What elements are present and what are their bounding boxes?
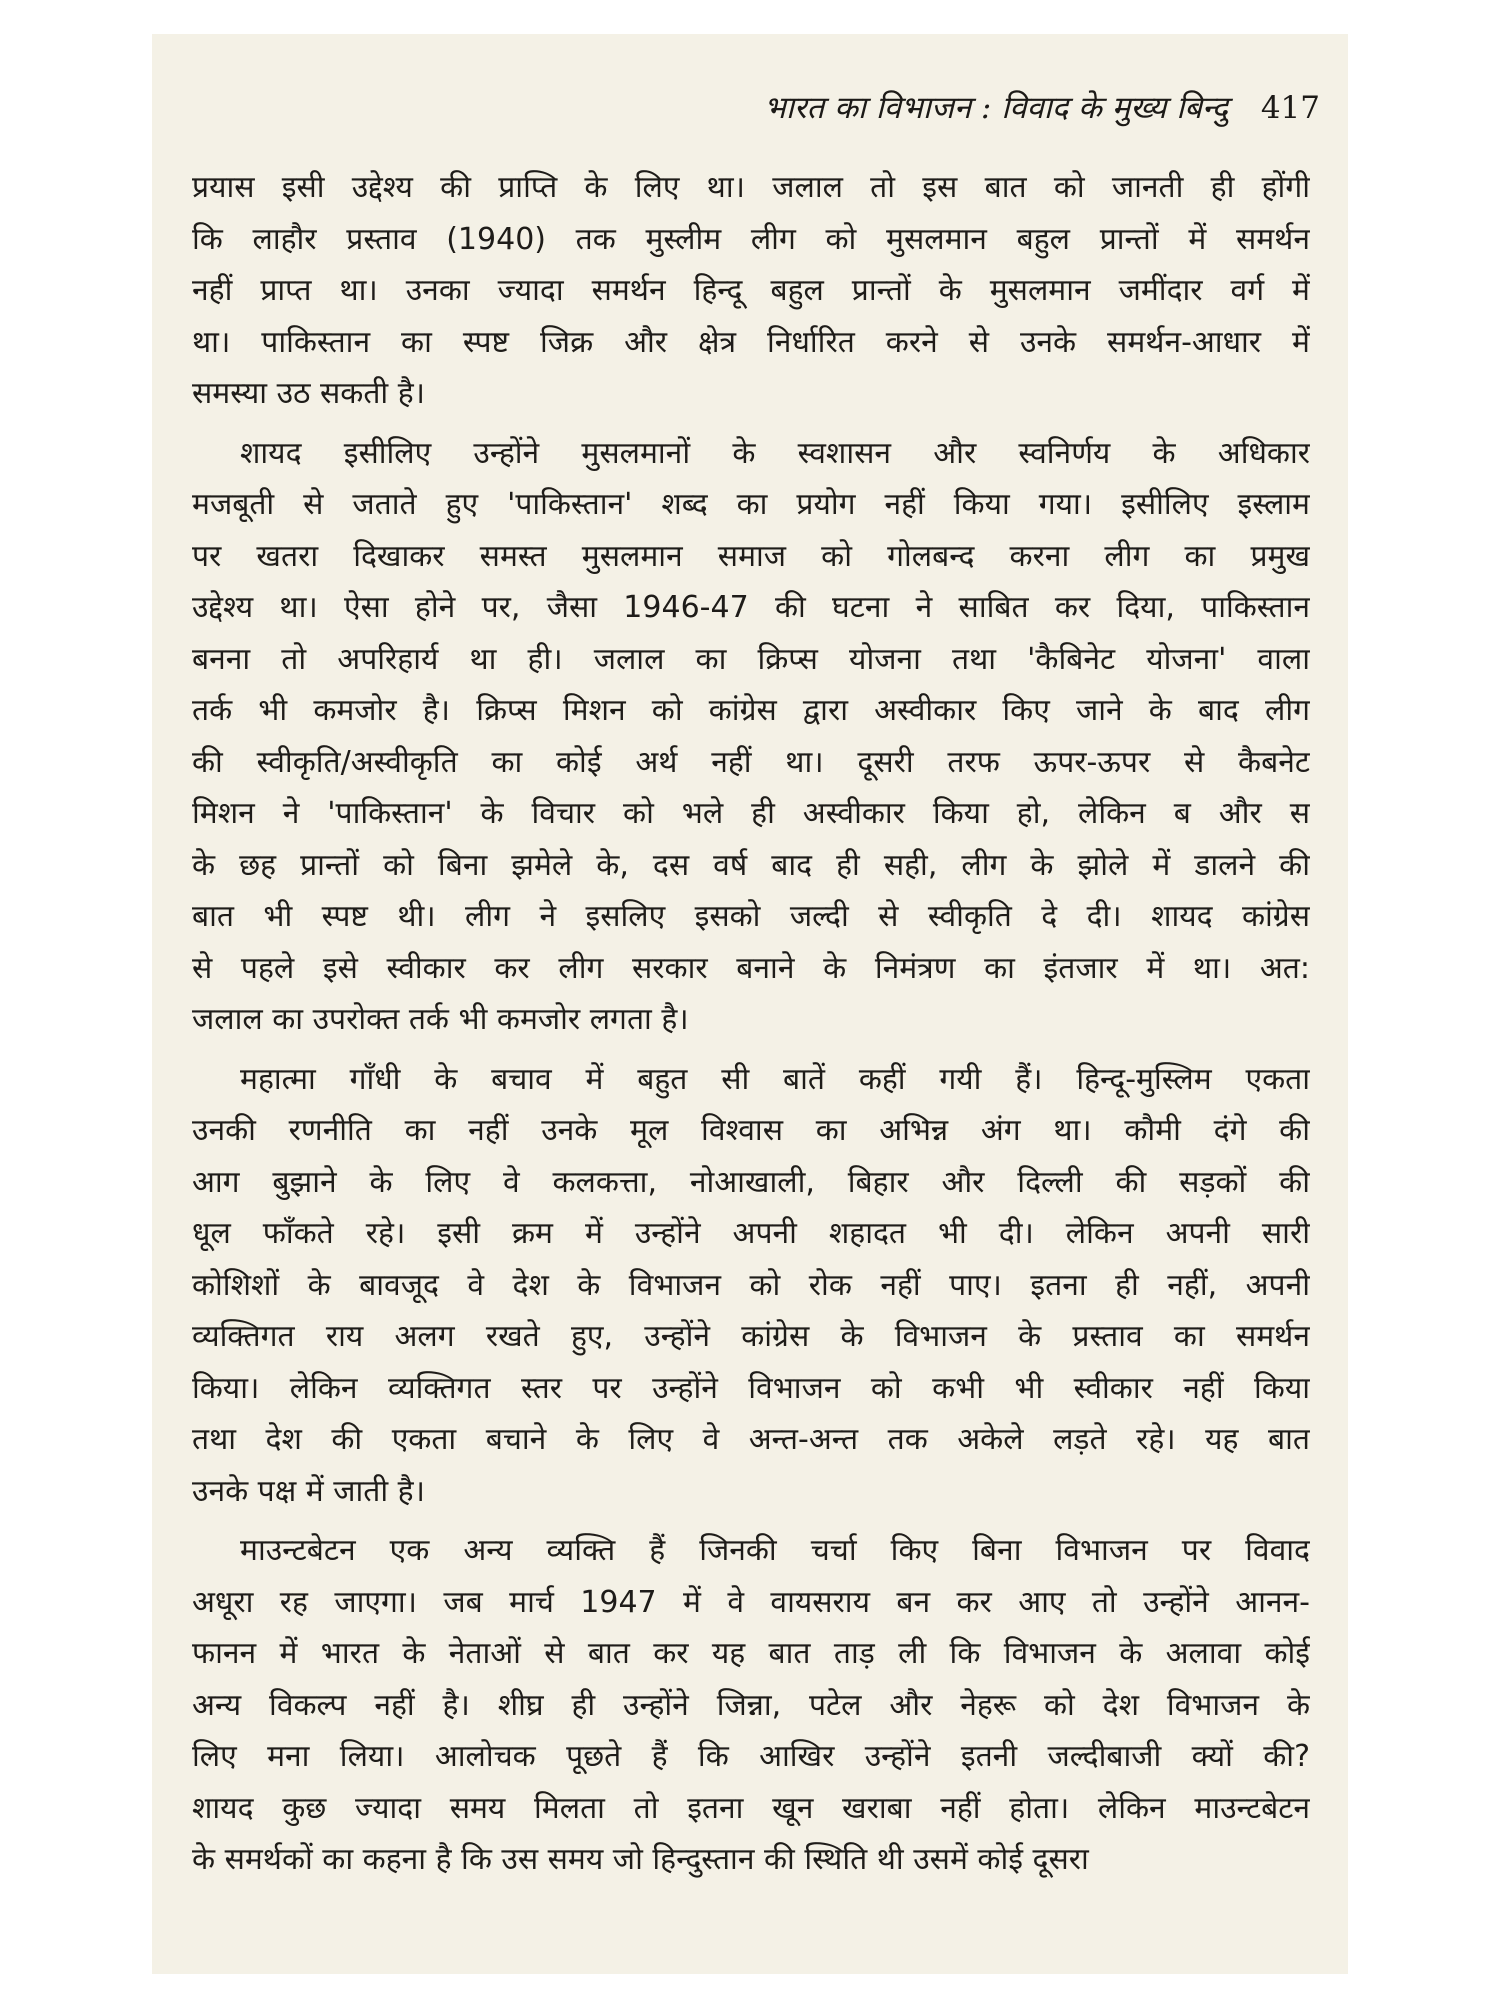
text-line: जलाल का उपरोक्त तर्क भी कमजोर लगता है। — [192, 1002, 689, 1037]
text-line: मिशन ने 'पाकिस्तान' के विचार को भले ही अस्वीकार किया हो, लेकिन ब और स — [192, 796, 1310, 831]
body-text — [192, 162, 1310, 1886]
running-title: भारत का विभाजन : विवाद के मुख्य बिन्दु — [764, 90, 1228, 126]
paragraph — [192, 428, 1310, 1046]
text-line: माउन्टबेटन एक अन्य व्यक्ति हैं जिनकी चर्चा किए बिना विभाजन पर विवाद — [240, 1533, 1310, 1568]
text-line: नहीं प्राप्त था। उनका ज्यादा समर्थन हिन्दू बहुल प्रान्तों के मुसलमान जमींदार वर्ग में — [192, 273, 1310, 308]
text-line: कोशिशों के बावजूद वे देश के विभाजन को रोक नहीं पाए। इतना ही नहीं, अपनी — [192, 1267, 1310, 1303]
text-line: अन्य विकल्प नहीं है। शीघ्र ही उन्होंने जिन्ना, पटेल और नेहरू को देश विभाजन के — [192, 1687, 1310, 1723]
paragraph — [192, 1525, 1310, 1886]
text-line: कि लाहौर प्रस्ताव (1940) तक मुस्लीम लीग को मुसलमान बहुल प्रान्तों में समर्थन — [192, 221, 1310, 257]
text-line: के समर्थकों का कहना है कि उस समय जो हिन्दुस्तान की स्थिति थी उसमें कोई दूसरा — [192, 1842, 1089, 1877]
text-line: अधूरा रह जाएगा। जब मार्च 1947 में वे वायसराय बन कर आए तो उन्होंने आनन- — [192, 1584, 1310, 1620]
text-line: फानन में भारत के नेताओं से बात कर यह बात ताड़ ली कि विभाजन के अलावा कोई — [192, 1636, 1310, 1671]
text-line: उनकी रणनीति का नहीं उनके मूल विश्वास का अभिन्न अंग था। कौमी दंगे की — [192, 1113, 1310, 1148]
page-number: 417 — [1260, 90, 1320, 126]
text-line: समस्या उठ सकती है। — [192, 376, 426, 411]
text-line: महात्मा गाँधी के बचाव में बहुत सी बातें कहीं गयी हैं। हिन्दू-मुस्लिम एकता — [240, 1061, 1310, 1097]
text-line: की स्वीकृति/अस्वीकृति का कोई अर्थ नहीं था। दूसरी तरफ ऊपर-ऊपर से कैबनेट — [192, 744, 1310, 780]
text-line: बनना तो अपरिहार्य था ही। जलाल का क्रिप्स योजना तथा 'कैबिनेट योजना' वाला — [192, 641, 1310, 677]
page-header — [152, 78, 1348, 138]
text-line: शायद कुछ ज्यादा समय मिलता तो इतना खून खराबा नहीं होता। लेकिन माउन्टबेटन — [192, 1790, 1310, 1826]
text-line: तथा देश की एकता बचाने के लिए वे अन्त-अन्त तक अकेले लड़ते रहे। यह बात — [192, 1422, 1310, 1457]
text-line: मजबूती से जताते हुए 'पाकिस्तान' शब्द का प्रयोग नहीं किया गया। इसीलिए इस्लाम — [192, 487, 1310, 522]
text-line: बात भी स्पष्ट थी। लीग ने इसलिए इसको जल्दी से स्वीकृति दे दी। शायद कांग्रेस — [192, 899, 1310, 934]
text-line: उद्देश्य था। ऐसा होने पर, जैसा 1946-47 की घटना ने साबित कर दिया, पाकिस्तान — [192, 590, 1310, 625]
text-line: से पहले इसे स्वीकार कर लीग सरकार बनाने के निमंत्रण का इंतजार में था। अत: — [192, 950, 1310, 986]
text-line: किया। लेकिन व्यक्तिगत स्तर पर उन्होंने विभाजन को कभी भी स्वीकार नहीं किया — [192, 1370, 1310, 1406]
text-line: उनके पक्ष में जाती है। — [192, 1473, 425, 1509]
text-line: प्रयास इसी उद्देश्य की प्राप्ति के लिए था। जलाल तो इस बात को जानती ही होंगी — [192, 170, 1310, 205]
paragraph-gap — [192, 420, 1310, 428]
text-line: लिए मना लिया। आलोचक पूछते हैं कि आखिर उन्होंने इतनी जल्दीबाजी क्यों की? — [192, 1739, 1310, 1774]
text-line: व्यक्तिगत राय अलग रखते हुए, उन्होंने कांग्रेस के विभाजन के प्रस्ताव का समर्थन — [192, 1319, 1310, 1354]
text-line: आग बुझाने के लिए वे कलकत्ता, नोआखाली, बिहार और दिल्ली की सड़कों की — [192, 1164, 1310, 1200]
text-line: पर खतरा दिखाकर समस्त मुसलमान समाज को गोलबन्द करना लीग का प्रमुख — [192, 538, 1310, 574]
text-line: धूल फाँकते रहे। इसी क्रम में उन्होंने अपनी शहादत भी दी। लेकिन अपनी सारी — [192, 1216, 1310, 1251]
paragraph — [192, 162, 1310, 420]
text-line: शायद इसीलिए उन्होंने मुसलमानों के स्वशासन और स्वनिर्णय के अधिकार — [240, 435, 1310, 471]
text-line: था। पाकिस्तान का स्पष्ट जिक्र और क्षेत्र निर्धारित करने से उनके समर्थन-आधार में — [192, 324, 1310, 360]
paragraph-gap — [192, 1046, 1310, 1054]
text-line: के छह प्रान्तों को बिना झमेले के, दस वर्ष बाद ही सही, लीग के झोले में डालने की — [192, 847, 1310, 883]
text-line: तर्क भी कमजोर है। क्रिप्स मिशन को कांग्रेस द्वारा अस्वीकार किए जाने के बाद लीग — [192, 693, 1310, 728]
paragraph — [192, 1054, 1310, 1518]
book-page — [152, 34, 1348, 1974]
paragraph-gap — [192, 1517, 1310, 1525]
